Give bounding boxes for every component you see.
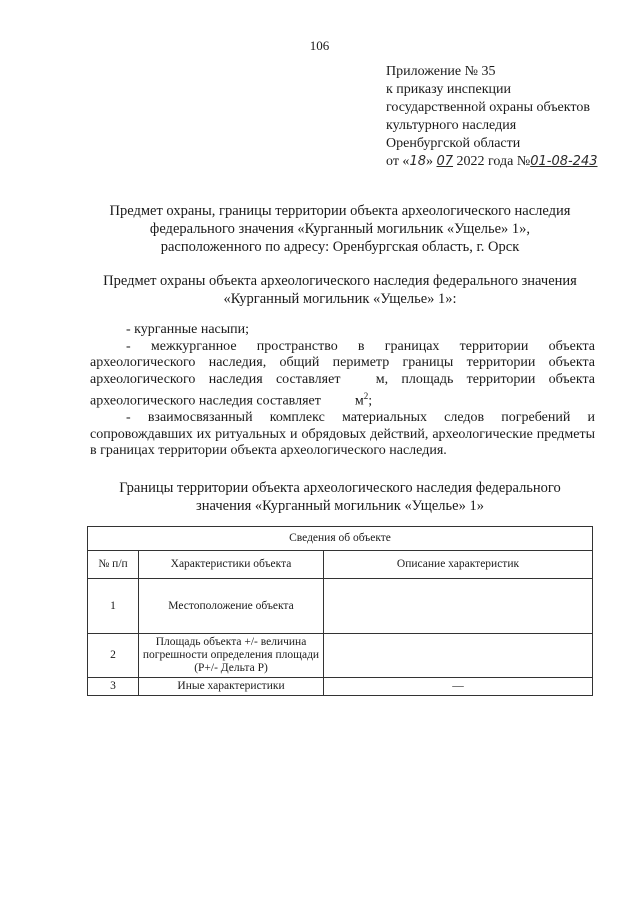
main-title-line-3: расположенного по адресу: Оренбургская область, г. Орск [160, 239, 520, 255]
row-desc: — [324, 678, 593, 696]
main-title [80, 202, 600, 256]
row-num: 1 [88, 579, 139, 634]
item-space-end: ; [368, 393, 373, 409]
date-mid: » [425, 154, 433, 169]
appendix-line-5: Оренбургской области [386, 136, 521, 151]
table-row [88, 678, 593, 696]
header-num: № п/п [88, 551, 139, 579]
item-complex: - взаимосвязанный комплекс материальных следов погребений и сопровождавших их ритуальных и обрядовых действий, археологические предметы в границах территории объекта археологического наследия. [90, 410, 595, 459]
date-year: 2022 года № [456, 154, 531, 169]
subject-title [80, 272, 600, 308]
object-info-table [87, 526, 593, 696]
item-space-text-a: - межкурганное пространство в границах территории объекта археологического наследия, общий периметр границы территории объекта археологического наследия составляет [90, 338, 595, 387]
header-desc: Описание характеристик [324, 551, 593, 579]
handwritten-day: 18 [409, 154, 426, 169]
row-num: 3 [88, 678, 139, 696]
subject-title-line-2: «Курганный могильник «Ущелье» 1»: [223, 291, 457, 307]
area-unit: м [354, 393, 364, 409]
table-row [88, 634, 593, 678]
boundary-title [80, 479, 600, 515]
boundary-title-line-2: значения «Курганный могильник «Ущелье» 1» [196, 498, 484, 514]
boundary-title-line-1: Границы территории объекта археологического наследия федерального [119, 480, 561, 496]
table-caption: Сведения об объекте [88, 527, 593, 551]
appendix-line-2: к приказу инспекции [386, 82, 512, 97]
appendix-line-4: культурного наследия [386, 118, 517, 133]
date-prefix: от « [386, 154, 410, 169]
area-unit-sup: 2 [363, 391, 369, 401]
appendix-line-1: Приложение № 35 [386, 64, 496, 79]
appendix-line-3: государственной охраны объектов [386, 100, 590, 115]
protection-items [90, 322, 595, 460]
row-desc [324, 579, 593, 634]
item-space-text-b: м, площадь территории объекта археологического наследия составляет [90, 371, 595, 409]
row-char: Площадь объекта +/- величина погрешности определения площади (P+/- Дельта P) [139, 634, 324, 678]
handwritten-order-number: 01-08-243 [530, 154, 598, 169]
appendix-header [386, 63, 598, 171]
handwritten-month: 07 [436, 154, 454, 169]
row-desc [324, 634, 593, 678]
header-char: Характеристики объекта [139, 551, 324, 579]
item-mounds: - курганные насыпи; [126, 322, 250, 337]
page-number: 106 [309, 38, 330, 53]
row-char: Иные характеристики [139, 678, 324, 696]
main-title-line-2: федерального значения «Курганный могильник «Ущелье» 1», [149, 221, 531, 237]
table-row [88, 579, 593, 634]
order-date-line [386, 153, 598, 171]
main-title-line-1: Предмет охраны, границы территории объекта археологического наследия [109, 203, 571, 219]
subject-title-line-1: Предмет охраны объекта археологического наследия федерального значения [103, 273, 577, 289]
row-num: 2 [88, 634, 139, 678]
row-char: Местоположение объекта [139, 579, 324, 634]
item-space [90, 339, 595, 411]
